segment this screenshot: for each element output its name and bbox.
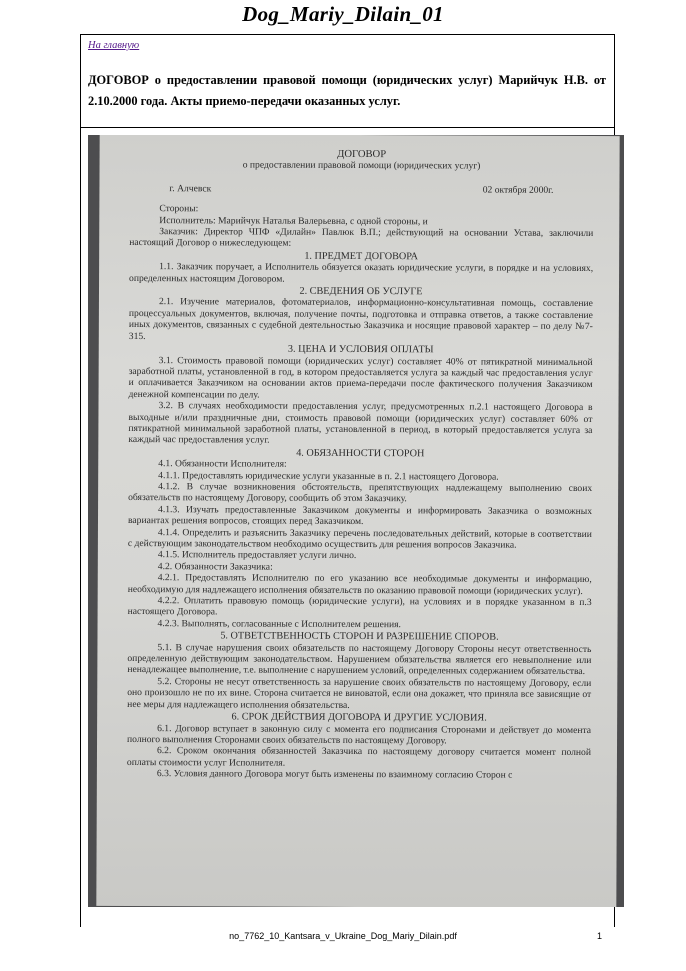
frame-divider (80, 127, 615, 128)
scan-paragraph: 1.1. Заказчик поручает, а Исполнитель обязуется оказать юридические услуги, в порядке и на условиях, определенных настоящим Договором. (129, 261, 594, 285)
home-link[interactable]: На главную (88, 40, 140, 51)
scan-paragraph: 4.1.4. Определить и разъяснить Заказчику перечень последовательных действий, которые в соответствии с действующим законодательством необходимо осуществить для решения вопросов Заказчика. (127, 526, 592, 551)
scan-paragraph: 4.1. Обязанности Исполнителя: (158, 458, 287, 470)
scan-paragraph: 4.1.3. Изучать предоставленные Заказчиком документы и информировать Заказчика о возможных вариантах решения вопросов, стоящих перед Заказчиком. (127, 503, 593, 528)
scan-subtitle: о предоставлении правовой помощи (юридических услуг) (242, 159, 481, 172)
page-title: Dog_Mariy_Dilain_01 (242, 2, 444, 26)
scan-paragraph: 4.2.2. Оплатить правовую помощь (юридические услуги), на условиях и в порядке указанном в п.3 настоящего Договора. (127, 595, 592, 618)
footer-filename: no_7762_10_Kantsara_v_Ukraine_Dog_Mariy_Dilain.pdf (229, 931, 457, 941)
scan-paragraph: 6.2. Сроком окончания обязанностей Заказчика по настоящему договору считается момент полной оплаты стоимости услуг Исполнителя. (126, 745, 592, 769)
scanned-document-photo (88, 135, 624, 907)
scan-paragraph: 4.2.3. Выполнять, согласованные с Исполнителем решения. (157, 617, 401, 631)
scan-paragraph: Исполнитель: Марийчук Наталья Валерьевна, с одной стороны, и (159, 214, 428, 227)
scan-paragraph: 5.2. Стороны не несут ответственность за нарушение своих обязательств по настоящему Договору, если оно произошло не по их вине. Сторона считается не виноватой, если она докажет, что приняла все зависящие от нее меры для надлежащего исполнения обязательства. (127, 676, 592, 711)
scan-paragraph: 6.1. Договор вступает в законную силу с момента его подписания Сторонами и действует до момента полного выполнения Сторонами своих обязательств по настоящему Договору. (127, 722, 592, 747)
scan-paragraph: 5.1. В случае нарушения своих обязательств по настоящему Договору Стороны несут ответственность определенную действующим законодательством. Нарушением обязательства является его невыполнение или ненадлежащее выполнение, т.е. выполнение с нарушением условий, определенных содержанием обязательства. (127, 641, 592, 678)
scan-section-heading: 6. СРОК ДЕЙСТВИЯ ДОГОВОРА И ДРУГИЕ УСЛОВИЯ. (231, 711, 487, 724)
document-title: ДОГОВОР о предоставлении правовой помощи (юридических услуг) Марийчук Н.В. от 2.10.2000 года. Акты приемо-передачи оказанных услуг. (88, 73, 606, 108)
scan-paragraph: Стороны: (159, 203, 199, 215)
scan-place-date (129, 183, 593, 196)
scan-section-heading: 2. СВЕДЕНИЯ ОБ УСЛУГЕ (299, 285, 423, 298)
scan-paragraph: 4.1.2. В случае возникновения обстоятельств, препятствующих надлежащему выполнению своих обязательств по настоящему Договору, сообщить об этом Заказчику. (128, 481, 593, 505)
scan-paragraph: 4.2.1. Предоставлять Исполнителю по его указанию все необходимые документы и информацию, необходимую для надлежащего исполнения обязательств по оказанию правовой помощи (юридических услуг). (127, 572, 592, 597)
scan-title: ДОГОВОР (337, 148, 387, 161)
scan-body (127, 203, 594, 781)
scan-paragraph: 4.2. Обязанности Заказчика: (157, 560, 273, 573)
scan-paragraph: 4.1.1. Предоставлять юридические услуги указанные в п. 2.1 настоящего Договора. (158, 469, 499, 483)
footer-page-number: 1 (597, 931, 603, 941)
scan-section-heading: 5. ОТВЕТСТВЕННОСТЬ СТОРОН И РАЗРЕШЕНИЕ СПОРОВ. (220, 630, 499, 643)
scan-paragraph: Заказчик: Директор ЧПФ «Дилайн» Павлюк В.П.; действующий на основании Устава, заключили настоящий Договор о нижеследующем: (129, 226, 594, 250)
scan-paragraph: 3.1. Стоимость правовой помощи (юридических услуг) составляет 40% от пятикратной минимальной заработной платы, установленной в год, в котором предоставляется услуга за каждый час предоставления услуг и оплачивается Заказчиком на основании актов приема-передачи после фактического получения Заказчиком денежной компенсации по делу. (128, 354, 593, 401)
scan-paragraph: 2.1. Изучение материалов, фотоматериалов, информационно-консультативная помощь, составление процессуальных документов, включая, получение почты, подготовка и отправка ответов, а также составление иных документов, связанных с судебной деятельностью Заказчика и носящие правовой характер – по делу №7-315. (128, 296, 593, 342)
scan-city: г. Алчевск (169, 182, 212, 195)
scan-section-heading: 4. ОБЯЗАННОСТИ СТОРОН (296, 447, 425, 460)
scan-paragraph: 4.1.5. Исполнитель предоставляет услуги лично. (157, 549, 357, 562)
scan-date: 02 октября 2000г. (482, 184, 554, 196)
scan-section-heading: 1. ПРЕДМЕТ ДОГОВОРА (304, 250, 418, 263)
scanned-paper (96, 135, 619, 907)
scan-paragraph: 3.2. В случаях необходимости предоставления услуг, предусмотренных п.2.1 настоящего Договора в выходные и/или праздничные дни, стоимость правовой помощи (юридических услуг) составляет 60% от пятикратной минимальной заработной платы, установленной в период, в который предоставляется услуга за каждый час предоставления услуг. (128, 400, 593, 446)
scan-paragraph: 6.3. Условия данного Договора могут быть изменены по взаимному согласию Сторон с (156, 768, 513, 781)
scan-section-heading: 3. ЦЕНА И УСЛОВИЯ ОПЛАТЫ (287, 343, 434, 356)
